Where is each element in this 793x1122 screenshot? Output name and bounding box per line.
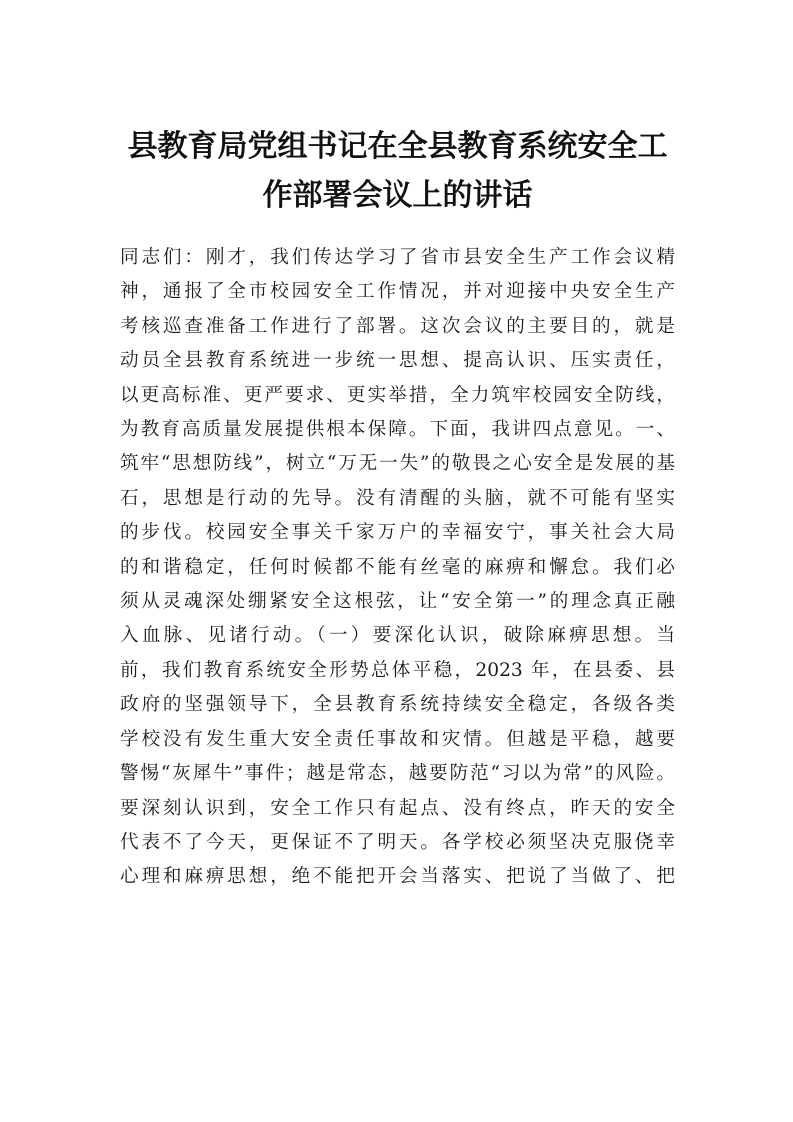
body-line: 的步伐。校园安全事关千家万户的幸福安宁，事关社会大局	[120, 522, 675, 544]
body-line: 动员全县教育系统进一步统一思想、提高认识、压实责任，	[120, 350, 675, 372]
body-line: 同志们：刚才，我们传达学习了省市县安全生产工作会议精	[120, 247, 675, 268]
body-line: 心理和麻痹思想，绝不能把开会当落实、把说了当做了、把	[120, 866, 675, 888]
body-line: 前，我们教育系统安全形势总体平稳，2023 年，在县委、县	[120, 659, 675, 681]
body-line: 的和谐稳定，任何时候都不能有丝毫的麻痹和懈怠。我们必	[120, 556, 675, 578]
body-line: 学校没有发生重大安全责任事故和灾情。但越是平稳，越要	[120, 728, 675, 750]
document-title	[120, 122, 675, 220]
body-line: 入血脉、见诸行动。（一）要深化认识，破除麻痹思想。当	[120, 625, 675, 647]
body-line: 以更高标准、更严要求、更实举措，全力筑牢校园安全防线，	[120, 384, 675, 406]
body-line: 要深刻认识到，安全工作只有起点、没有终点，昨天的安全	[120, 797, 675, 819]
title-line: 作部署会议上的讲话	[262, 178, 533, 213]
body-line: 神，通报了全市校园安全工作情况，并对迎接中央安全生产	[120, 281, 675, 303]
body-line: 警惕“灰犀牛”事件；越是常态，越要防范“习以为常”的风险。	[120, 763, 675, 785]
title-line: 县教育局党组书记在全县教育系统安全工	[127, 129, 668, 164]
body-line: 筑牢“思想防线”，树立“万无一失”的敬畏之心安全是发展的基	[120, 453, 675, 475]
body-line: 为教育高质量发展提供根本保障。下面，我讲四点意见。一、	[120, 419, 675, 441]
body-line: 代表不了今天，更保证不了明天。各学校必须坚决克服侥幸	[120, 831, 675, 853]
speech-body	[120, 241, 675, 895]
body-line: 石，思想是行动的先导。没有清醒的头脑，就不可能有坚实	[120, 487, 675, 509]
body-line: 考核巡查准备工作进行了部署。这次会议的主要目的，就是	[120, 315, 675, 337]
body-line: 须从灵魂深处绷紧安全这根弦，让“安全第一”的理念真正融	[120, 591, 675, 613]
body-line: 政府的坚强领导下，全县教育系统持续安全稳定，各级各类	[120, 694, 675, 716]
